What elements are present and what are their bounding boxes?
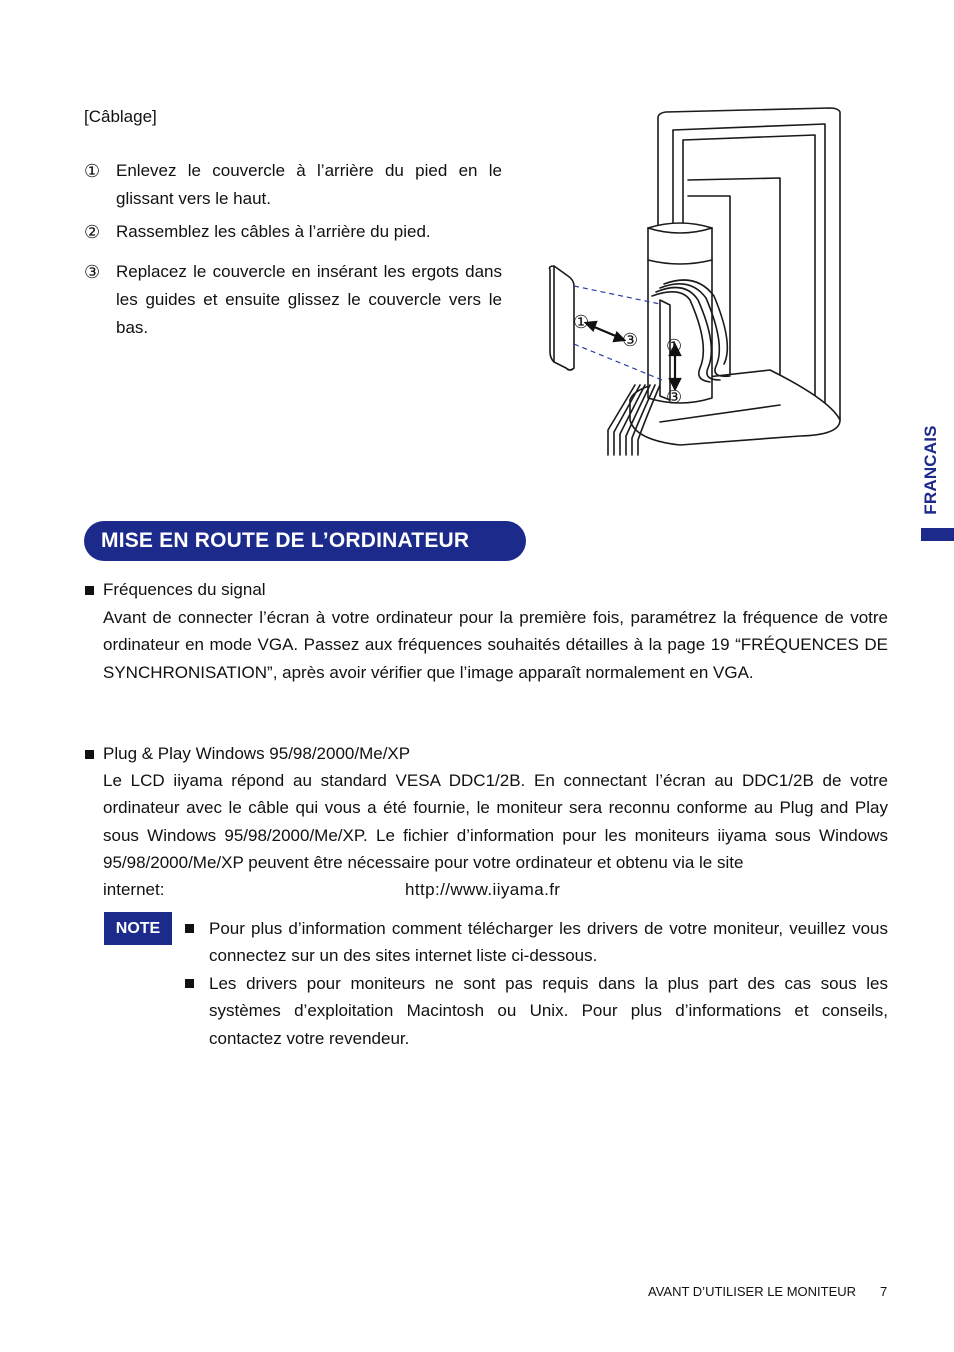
- step-3-number: ③: [84, 262, 101, 282]
- language-tab-label: FRANCAIS: [921, 425, 940, 515]
- step-2-text: Rassemblez les câbles à l’arrière du pied.: [116, 222, 431, 241]
- signal-body: Avant de connecter l’écran à votre ordinateur pour la première fois, paramétrez la fréquence de votre ordinateur en mode VGA. Passez aux fréquences souhaités détailles à la page 19 “FRÉQUENCES DE SYNCHRONISATION”, après avoir vérifier que l’image apparaît normalement en VGA.: [103, 608, 888, 682]
- cabling-heading: [Câblage]: [84, 107, 157, 126]
- signal-bullet: [85, 586, 94, 595]
- iiyama-url-link[interactable]: http://www.iiyama.fr: [405, 880, 561, 899]
- plugplay-title: Plug & Play Windows 95/98/2000/Me/XP: [103, 744, 411, 763]
- note-bullet-2: [185, 979, 194, 988]
- monitor-cabling-diagram: [540, 100, 860, 470]
- step-2-number: ②: [84, 222, 101, 242]
- plugplay-body: Le LCD iiyama répond au standard VESA DDC1/2B. En connectant l’écran au DDC1/2B de votre ordinateur avec le câble qui vous a été fournie, le moniteur sera reconnu conforme au Plug and Play sous Windows 95/98/2000/Me/XP. Le fichier d’information pour les moniteurs iiyama sous Windows 95/98/2000/Me/XP peuvent être nécessaire pour votre ordinateur et obtenu via le site: [103, 771, 888, 872]
- note-item-2: Les drivers pour moniteurs ne sont pas requis dans la plus part des cas sous les systèmes d’exploitation Macintosh ou Unix. Pour plus d’informations et conseils, contactez votre revendeur.: [209, 974, 888, 1048]
- footer-text: AVANT D’UTILISER LE MONITEUR: [648, 1284, 857, 1299]
- step-1-text: Enlevez le couvercle à l’arrière du pied en le glissant vers le haut.: [116, 161, 502, 208]
- plugplay-internet-label: internet:: [103, 880, 165, 899]
- plugplay-bullet: [85, 750, 94, 759]
- diagram-label-3a: ③: [622, 330, 639, 350]
- note-bullet-1: [185, 924, 194, 933]
- page-number: 7: [880, 1284, 888, 1299]
- step-1-number: ①: [84, 161, 101, 181]
- diagram-label-1a: ①: [573, 312, 590, 332]
- section-title: MISE EN ROUTE DE L’ORDINATEUR: [84, 521, 526, 561]
- language-tab-marker: [921, 528, 954, 541]
- signal-title: Fréquences du signal: [103, 580, 266, 599]
- note-badge: NOTE: [104, 912, 172, 945]
- note-item-1: Pour plus d’information comment télécharger les drivers de votre moniteur, veuillez vous connectez sur un des sites internet liste ci-dessous.: [209, 919, 888, 966]
- diagram-label-1b: ①: [666, 336, 683, 356]
- diagram-label-3b: ③: [666, 387, 683, 407]
- step-3-text: Replacez le couvercle en insérant les ergots dans les guides et ensuite glissez le couvercle vers le bas.: [116, 262, 502, 337]
- language-tab: [913, 420, 949, 520]
